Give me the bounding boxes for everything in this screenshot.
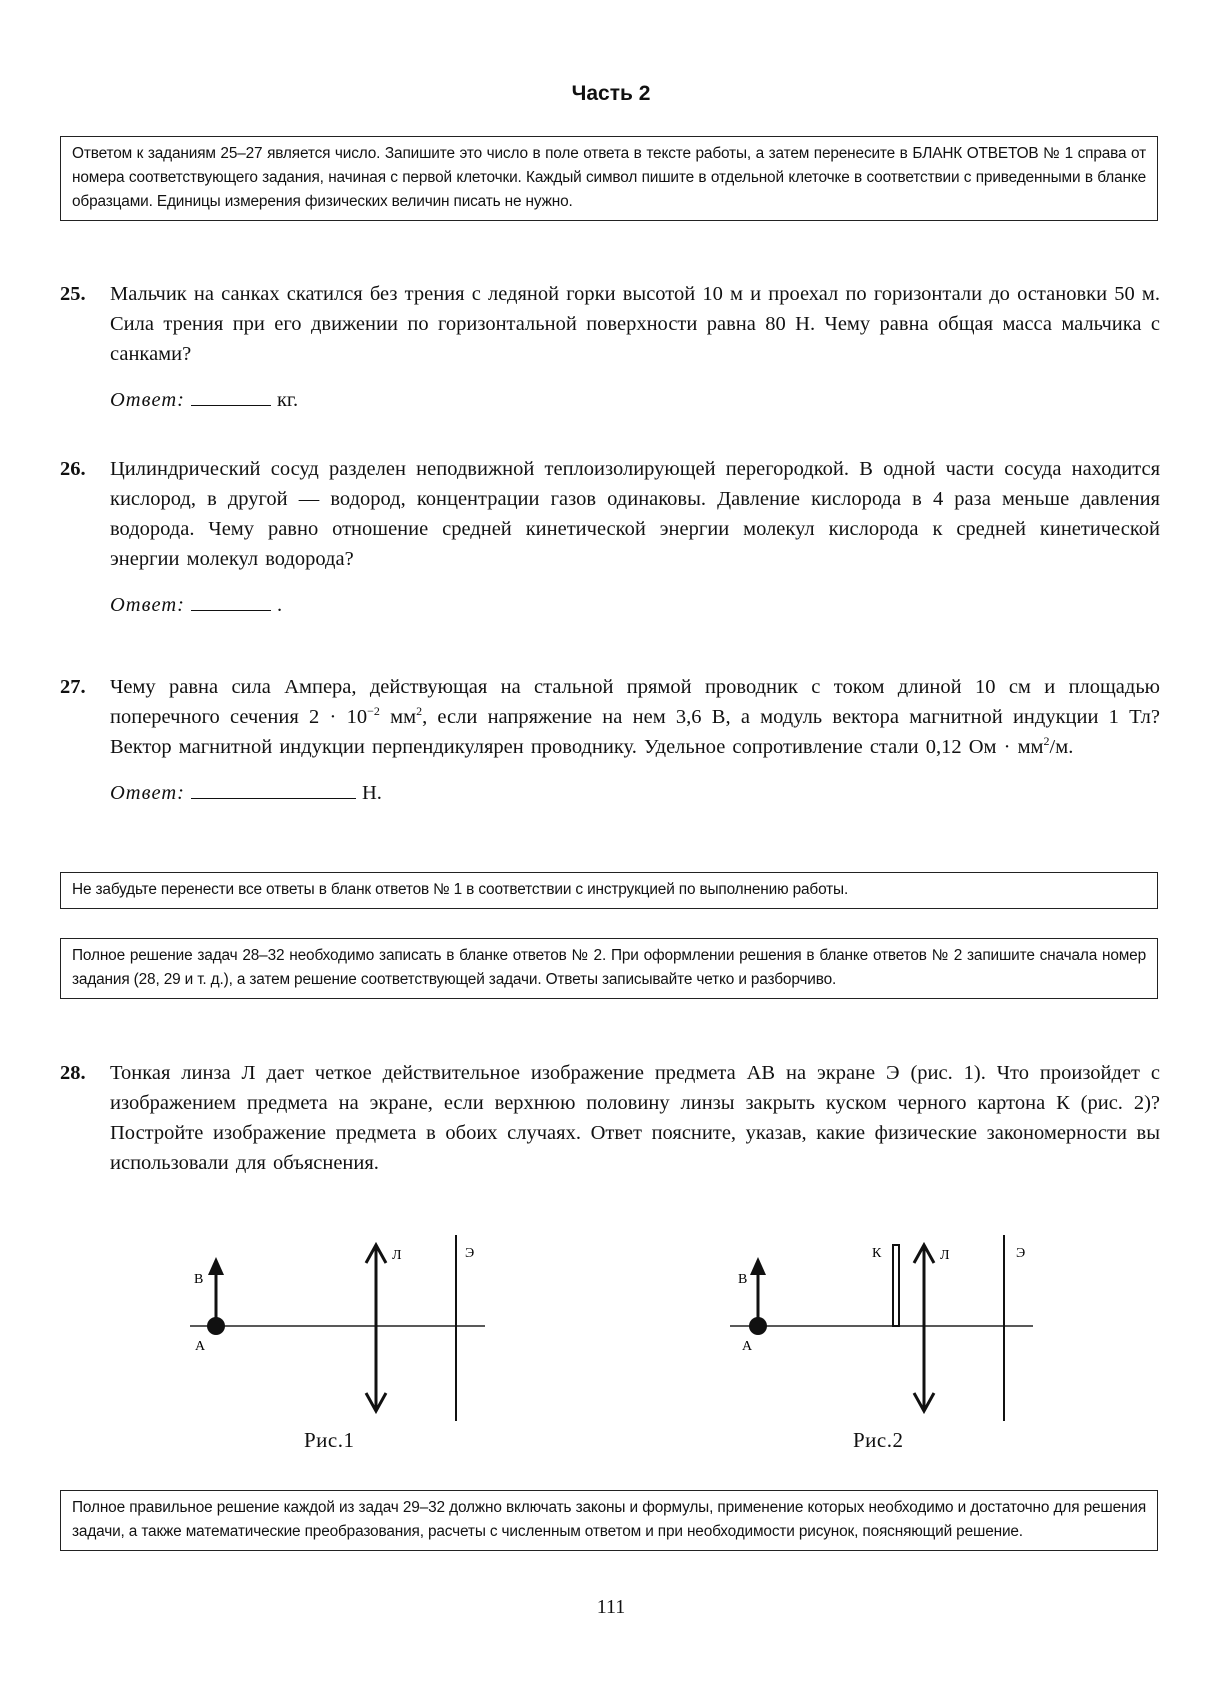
task-text-part: /м. [1049, 736, 1074, 758]
answer-label: Ответ: [110, 782, 185, 804]
task-text-part: мм [379, 706, 417, 728]
label-a: А [195, 1339, 206, 1354]
answer-unit: кг. [276, 389, 299, 411]
task-text-part: , если напряжение на нем 3,6 В, а модуль вектора магнитной индукции 1 Тл? Вектор магнитной индукции перпендикулярен проводнику. Удельное сопротивление стали 0,12 Ом · мм [110, 706, 1161, 758]
reminder-box [60, 872, 1158, 909]
figure-1-caption: Рис.1 [304, 1428, 355, 1452]
task-number: 26. [60, 458, 86, 480]
answer-field[interactable] [191, 588, 271, 611]
label-b: В [738, 1272, 748, 1287]
label-lens: Л [940, 1248, 950, 1263]
answer-label: Ответ: [110, 389, 185, 411]
object-arrowhead [208, 1257, 224, 1275]
answer-row [110, 776, 1160, 808]
task-26 [60, 454, 1160, 620]
lens-diagram-with-cardboard [728, 1225, 1048, 1425]
answer-field[interactable] [191, 776, 356, 799]
answer-label: Ответ: [110, 594, 185, 616]
figure-1 [180, 1225, 500, 1425]
reminder-text: Не забудьте перенести все ответы в бланк ответов № 1 в соответствии с инструкцией по выполнению работы. [72, 881, 849, 898]
task-number: 28. [60, 1062, 86, 1084]
instructions-box-28-32 [60, 938, 1158, 999]
exponent: 2 [416, 704, 423, 719]
task-text [110, 672, 1160, 762]
exponent: −2 [367, 704, 380, 719]
task-27 [60, 672, 1160, 808]
instructions-box-29-32 [60, 1490, 1158, 1551]
label-b: В [194, 1272, 204, 1287]
label-screen: Э [465, 1246, 475, 1261]
task-text: Тонкая линза Л дает четкое действительное изображение предмета АВ на экране Э (рис. 1). Что произойдет с изображением предмета на экране, если верхнюю половину линзы закрыть куском черного картона К (рис. 2)? Постройте изображение предмета в обоих случаях. Ответ поясните, указав, какие физические закономерности вы использовали для объяснения. [110, 1062, 1160, 1174]
instructions-text: Ответом к заданиям 25–27 является число. Запишите это число в поле ответа в тексте работы, а затем перенесите в БЛАНК ОТВЕТОВ № 1 справа от номера соответствующего задания, начиная с первой клеточки. Каждый символ пишите в отдельной клеточке в соответствии с приведенными в бланке образцами. Единицы измерения физических величин писать не нужно. [72, 145, 1146, 210]
label-lens: Л [392, 1248, 402, 1263]
task-25 [60, 279, 1160, 415]
answer-unit: . [276, 594, 283, 616]
answer-row [110, 383, 1160, 415]
part-title: Часть 2 [571, 82, 651, 105]
page-number: 111 [596, 1596, 626, 1618]
object-arrowhead [750, 1257, 766, 1275]
task-text: Цилиндрический сосуд разделен неподвижной теплоизолирующей перегородкой. В одной части сосуда находится кислород, в другой — водород, концентрации газов одинаковы. Давление кислорода в 4 раза меньше давления водорода. Чему равно отношение средней кинетической энергии молекул кислорода к средней кинетической энергии молекул водорода? [110, 458, 1160, 570]
figure-2 [728, 1225, 1048, 1425]
exponent: 2 [1043, 734, 1050, 749]
answer-field[interactable] [191, 383, 271, 406]
task-text: Мальчик на санках скатился без трения с ледяной горки высотой 10 м и проехал по горизонтали до остановки 50 м. Сила трения при его движении по горизонтальной поверхности равна 80 Н. Чему равна общая масса мальчика с санками? [110, 283, 1160, 365]
label-a: А [742, 1339, 753, 1354]
label-cardboard: К [872, 1246, 882, 1261]
instructions-text: Полное правильное решение каждой из задач 29–32 должно включать законы и формулы, применение которых необходимо и достаточно для решения задачи, а также математические преобразования, расчеты с численным ответом и при необходимости рисунок, поясняющий решение. [72, 1499, 1146, 1540]
task-number: 27. [60, 676, 86, 698]
answer-unit: Н. [361, 782, 382, 804]
task-28 [60, 1058, 1160, 1178]
label-screen: Э [1016, 1246, 1026, 1261]
answer-row [110, 588, 1160, 620]
task-number: 25. [60, 283, 86, 305]
instructions-text: Полное решение задач 28–32 необходимо записать в бланке ответов № 2. При оформлении решения в бланке ответов № 2 запишите сначала номер задания (28, 29 и т. д.), а затем решение соответствующей задачи. Ответы записывайте четко и разборчиво. [72, 947, 1146, 988]
cardboard-k [893, 1245, 899, 1326]
lens-diagram [180, 1225, 500, 1425]
task-text-part: Чему равна сила Ампера, действующая на стальной прямой проводник с током длиной 10 см и площадью поперечного сечения 2 · 10 [110, 676, 1160, 728]
figure-2-caption: Рис.2 [853, 1428, 904, 1452]
instructions-box-25-27 [60, 136, 1158, 221]
